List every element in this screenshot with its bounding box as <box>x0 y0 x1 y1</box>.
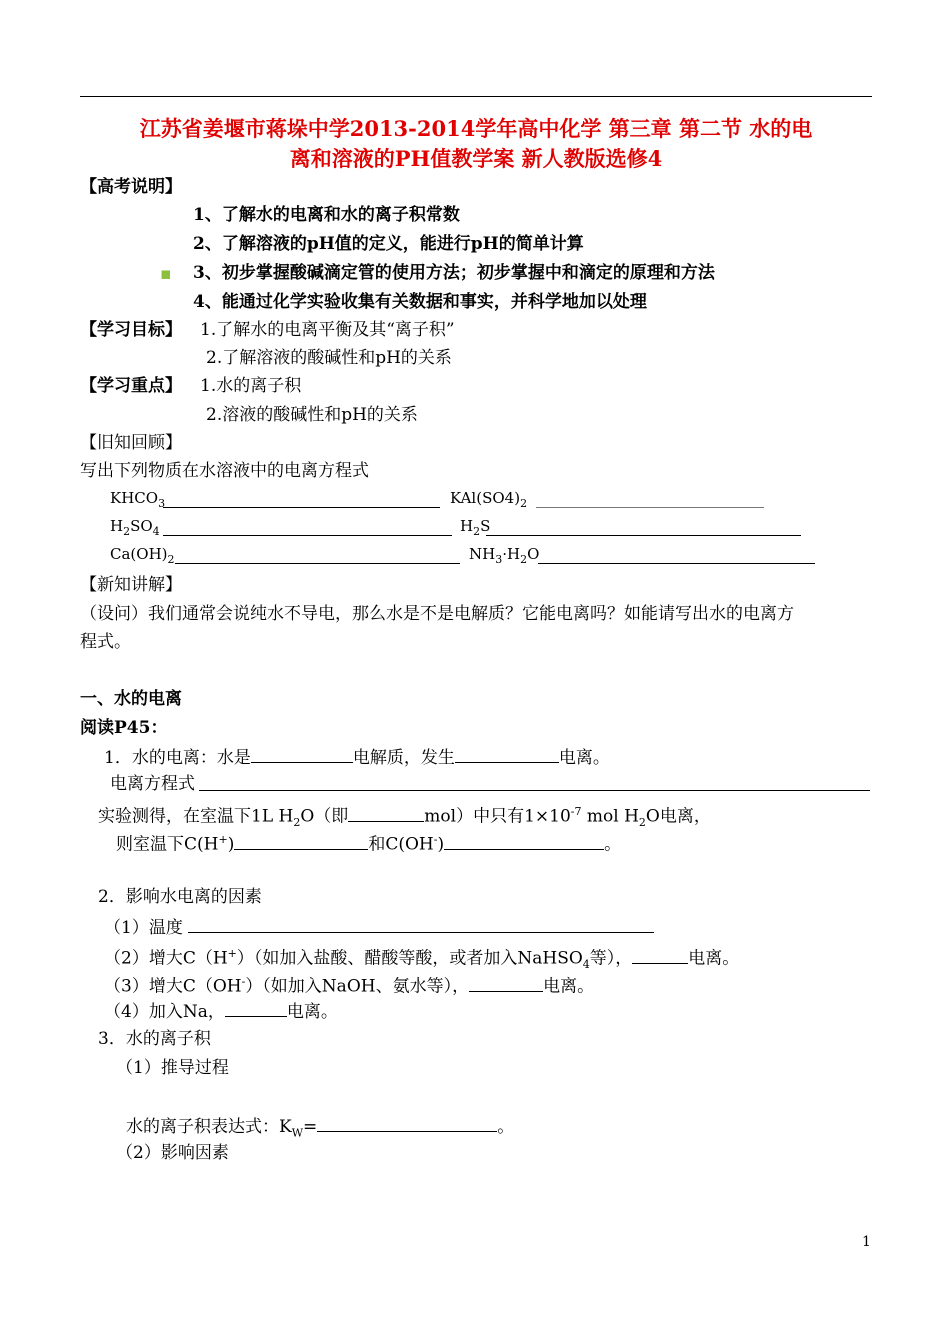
gaokao-item: 4、能通过化学实验收集有关数据和事实，并科学地加以处理 <box>193 292 647 312</box>
question-text: （设问）我们通常会说纯水不导电，那么水是不是电解质？它能电离吗？如能请写出水的电离方 <box>80 604 794 624</box>
influence-label: （2）影响因素 <box>116 1143 229 1163</box>
answer-blank[interactable] <box>317 1113 497 1132</box>
gaokao-heading: 【高考说明】 <box>80 177 182 197</box>
question-text: 程式。 <box>80 632 131 652</box>
doc-title-line1: 江苏省姜堰市蒋垛中学2013-2014学年高中化学 第三章 第二节 水的电 <box>139 116 813 141</box>
answer-blank[interactable] <box>163 489 440 508</box>
factor-temperature: （1）温度 <box>104 914 654 940</box>
doc-title-line2: 离和溶液的PH值教学案 新人教版选修4 <box>289 146 663 171</box>
answer-blank[interactable] <box>536 489 764 508</box>
concentration-text: 则室温下C(H+) 和C(OH-) 。 <box>116 828 621 857</box>
target-item: 2.了解溶液的酸碱性和pH的关系 <box>206 348 452 368</box>
gaokao-item: 3、初步掌握酸碱滴定管的使用方法；初步掌握中和滴定的原理和方法 <box>193 263 715 283</box>
answer-blank[interactable] <box>175 545 460 564</box>
answer-blank[interactable] <box>455 744 559 763</box>
equation-label: 电离方程式 <box>110 774 195 794</box>
factor-base: （3）增大C（OH-）（如加入NaOH、氨水等）， 电离。 <box>104 970 594 999</box>
formula-khco3: $KHCO_3$ <box>110 489 166 510</box>
factor-sodium: （4）加入Na， 电离。 <box>104 998 338 1024</box>
answer-blank[interactable] <box>444 831 604 850</box>
answer-blank[interactable] <box>188 914 654 933</box>
formula-nh3h2o: $NH_3\cdot H_2O$ <box>469 545 540 566</box>
key-heading: 【学习重点】 <box>80 376 182 396</box>
factor-acid: （2）增大C（H+）（如加入盐酸、醋酸等酸，或者加入NaHSO$_4$等）， 电离。 <box>104 942 739 977</box>
question-3: 3．水的离子积 <box>98 1029 211 1049</box>
answer-blank[interactable] <box>486 517 801 536</box>
answer-blank[interactable] <box>348 803 424 822</box>
question-2: 2．影响水电离的因素 <box>98 887 262 907</box>
key-item: 1.水的离子积 <box>200 376 302 396</box>
new-knowledge-heading: 【新知讲解】 <box>80 575 182 595</box>
answer-blank[interactable] <box>199 772 870 791</box>
gaokao-item: 2、了解溶液的pH值的定义，能进行pH的简单计算 <box>193 234 584 254</box>
formula-h2so4: $H_2SO_4$ <box>110 517 160 538</box>
header-rule <box>80 96 872 97</box>
answer-blank[interactable] <box>251 744 353 763</box>
formula-kal-so4: $KAl(SO4)_2$ <box>450 489 528 510</box>
review-heading: 【旧知回顾】 <box>80 433 182 453</box>
page-number: 1 <box>862 1234 871 1250</box>
answer-blank[interactable] <box>538 545 815 564</box>
answer-blank[interactable] <box>469 973 543 992</box>
section-heading: 一、水的电离 <box>80 689 182 709</box>
review-prompt: 写出下列物质在水溶液中的电离方程式 <box>80 461 369 481</box>
formula-h2s: $H_2S$ <box>460 517 491 538</box>
formula-caoh2: $Ca(OH)_2$ <box>110 545 175 566</box>
answer-blank[interactable] <box>225 998 287 1017</box>
target-item: 1.了解水的电离平衡及其“离子积” <box>200 320 455 340</box>
kw-expression: 水的离子积表达式：$K_W=$ 。 <box>126 1113 514 1145</box>
answer-blank[interactable] <box>632 945 688 964</box>
reading-note: 阅读P45： <box>80 718 168 738</box>
answer-blank[interactable] <box>234 831 368 850</box>
bullet-dot-icon: ▪ <box>160 264 172 284</box>
answer-blank[interactable] <box>163 517 452 536</box>
gaokao-item: 1、了解水的电离和水的离子积常数 <box>193 205 460 225</box>
experiment-text: 实验测得，在室温下1L $H_2O$（即 mol）中只有$1\times 10^{-7}$ mol $H_2O$电离， <box>98 800 711 835</box>
question-1: 1．水的电离：水是 电解质，发生 电离。 <box>104 744 610 770</box>
key-item: 2.溶液的酸碱性和pH的关系 <box>206 405 418 425</box>
derivation-label: （1）推导过程 <box>116 1058 229 1078</box>
target-heading: 【学习目标】 <box>80 320 182 340</box>
